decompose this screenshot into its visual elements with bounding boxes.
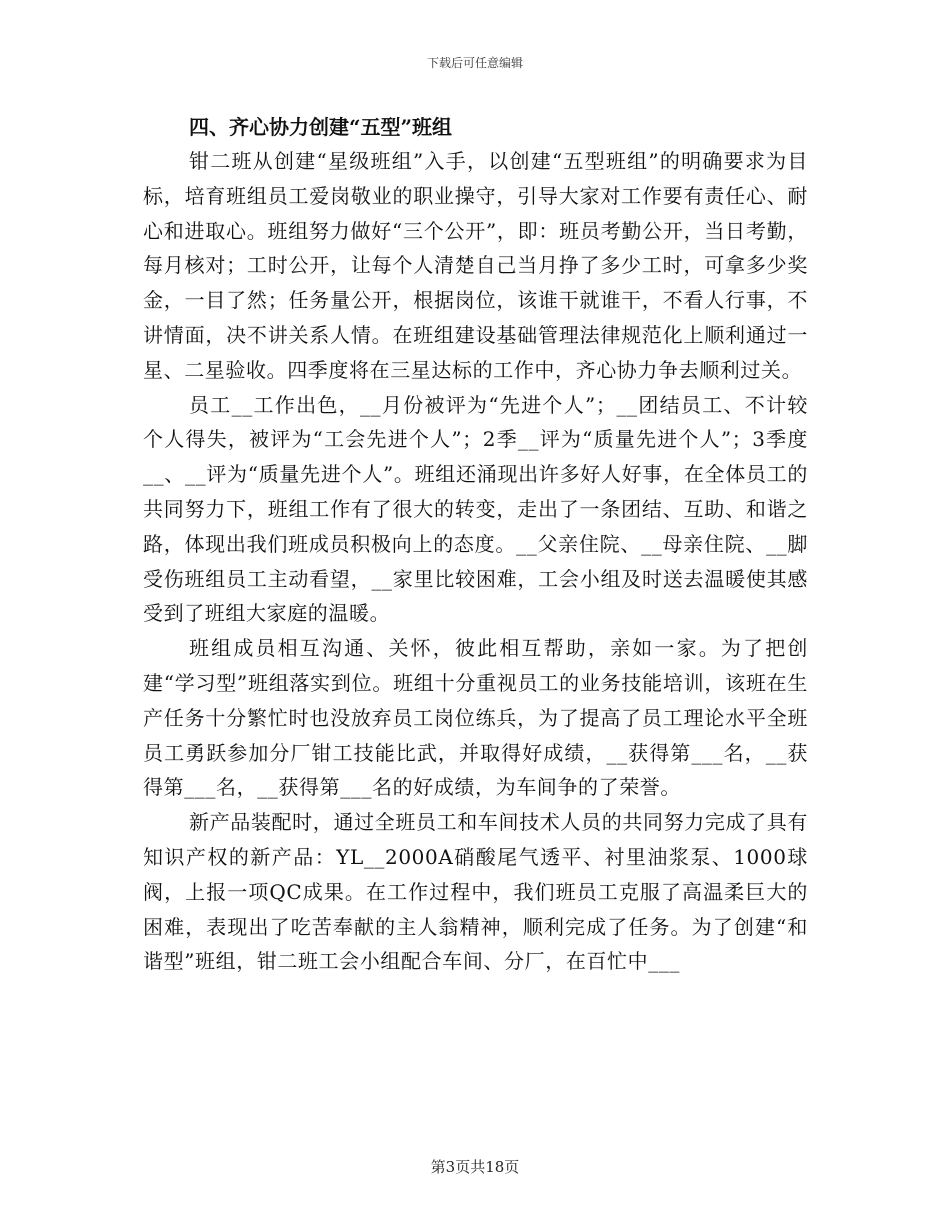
header-note: 下载后可任意编辑 bbox=[426, 56, 523, 70]
document-body bbox=[143, 110, 808, 979]
page-footer: 第3页共18页 bbox=[430, 1158, 520, 1176]
section-heading: 四、齐心协力创建“五型”班组 bbox=[189, 115, 453, 139]
paragraph-4: 新产品装配时，通过全班员工和车间技术人员的共同努力完成了具有知识产权的新产品：YL__2000A硝酸尾气透平、衬里油浆泵、1000球阀，上报一项QC成果。在工作过程中，我们班员工克服了高温柔巨大的困难，表现出了吃苦奉献的主人翁精神，顺利完成了任务。为了创建“和谐型”班组，钳二班工会小组配合车间、分厂，在百忙中___ bbox=[143, 810, 808, 974]
paragraph-1: 钳二班从创建“星级班组”入手，以创建“五型班组”的明确要求为目标，培育班组员工爱岗敬业的职业操守，引导大家对工作要有责任心、耐心和进取心。班组努力做好“三个公开”，即：班员考勤公开，当日考勤，每月核对；工时公开，让每个人清楚自己当月挣了多少工时，可拿多少奖金，一目了然；任务量公开，根据岗位，该谁干就谁干，不看人行事，不讲情面，决不讲关系人情。在班组建设基础管理法律规范化上顺利通过一星、二星验收。四季度将在三星达标的工作中，齐心协力争去顺利过关。 bbox=[143, 149, 808, 382]
paragraph-2: 员工__工作出色，__月份被评为“先进个人”；__团结员工、不计较个人得失，被评为“工会先进个人”；2季__评为“质量先进个人”；3季度__、__评为“质量先进个人”。班组还涌现出许多好人好事，在全体员工的共同努力下，班组工作有了很大的转变，走出了一条团结、互助、和谐之路，体现出我们班成员积极向上的态度。__父亲住院、__母亲住院、__脚受伤班组员工主动看望，__家里比较困难，工会小组及时送去温暖使其感受到了班组大家庭的温暖。 bbox=[143, 392, 808, 626]
paragraph-3: 班组成员相互沟通、关怀，彼此相互帮助，亲如一家。为了把创建“学习型”班组落实到位。班组十分重视员工的业务技能培训，该班在生产任务十分繁忙时也没放弃员工岗位练兵，为了提高了员工理论水平全班员工勇跃参加分厂钳工技能比武，并取得好成绩，__获得第___名，__获得第___名，__获得第___名的好成绩，为车间争的了荣誉。 bbox=[143, 636, 808, 800]
